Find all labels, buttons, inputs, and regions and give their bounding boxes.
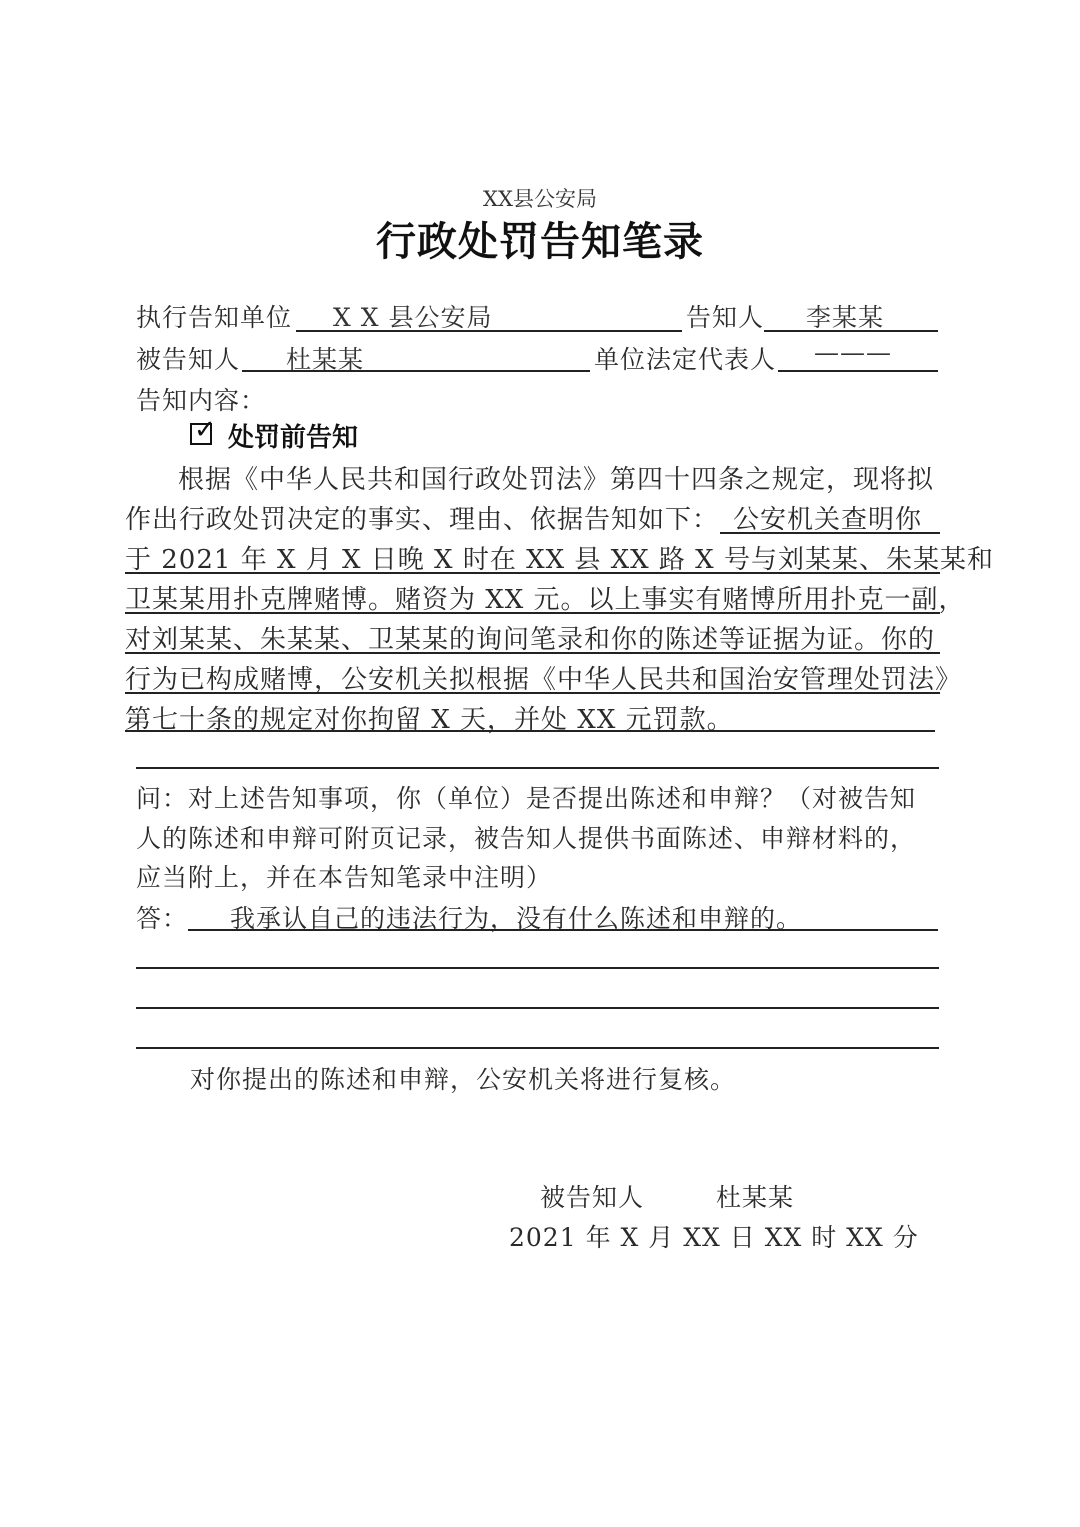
check-icon: ✓ (194, 415, 216, 445)
question-line-2: 人的陈述和申辩可附页记录，被告知人提供书面陈述、申辩材料的， (136, 824, 917, 853)
signature-label: 被告知人 (540, 1183, 645, 1212)
document-title: 行政处罚告知笔录 (376, 218, 704, 265)
fact-underline (125, 612, 940, 614)
answer-label: 答： (136, 904, 189, 933)
blank-answer-line (136, 967, 939, 969)
content-label: 告知内容： (136, 386, 267, 415)
signature-name: 杜某某 (716, 1183, 795, 1212)
fact-underline (720, 532, 940, 534)
fact-underline (125, 652, 940, 654)
section-heading: 处罚前告知 (228, 423, 359, 453)
agency-header: XX县公安局 (483, 187, 597, 211)
blank-answer-line (136, 1007, 939, 1009)
question-line-3: 应当附上，并在本告知笔录中注明） (136, 863, 553, 892)
notified-person-value: 杜某某 (286, 345, 365, 374)
notifier-label: 告知人 (686, 303, 765, 332)
legal-rep-value: ——— (814, 338, 892, 367)
notice-line-6: 行为已构成赌博，公安机关拟根据《中华人民共和国治安管理处罚法》 (125, 665, 963, 695)
fact-underline (125, 572, 940, 574)
blank-answer-line (136, 1047, 939, 1049)
notice-line-4: 卫某某用扑克牌赌博。赌资为 XX 元。以上事实有赌博所用扑克一副， (125, 585, 966, 615)
notice-line-5: 对刘某某、朱某某、卫某某的询问笔录和你的陈述等证据为证。你的 (125, 625, 936, 655)
legal-rep-label: 单位法定代表人 (594, 345, 777, 374)
fact-underline (125, 692, 940, 694)
notice-line-1: 根据《中华人民共和国行政处罚法》第四十四条之规定，现将拟 (178, 465, 935, 495)
pre-penalty-checkbox (190, 415, 216, 445)
notify-unit-label: 执行告知单位 (136, 303, 293, 332)
notify-unit-value: X X 县公安局 (333, 303, 493, 332)
separator-line (136, 767, 939, 769)
notice-line-7: 第七十条的规定对你拘留 X 天，并处 XX 元罚款。 (125, 705, 734, 735)
review-note: 对你提出的陈述和申辩，公安机关将进行复核。 (190, 1065, 737, 1094)
notice-line-3: 于 2021 年 X 月 X 日晚 X 时在 XX 县 XX 路 X 号与刘某某、朱某某和 (125, 545, 994, 575)
question-line-1: 问：对上述告知事项，你（单位）是否提出陈述和申辩？（对被告知 (136, 784, 917, 813)
answer-value: 我承认自己的违法行为，没有什么陈述和申辩的。 (230, 904, 803, 933)
notifier-value: 李某某 (806, 303, 885, 332)
fact-underline (125, 730, 935, 732)
signature-datetime: 2021 年 X 月 XX 日 XX 时 XX 分 (509, 1223, 919, 1252)
notice-line-2: 作出行政处罚决定的事实、理由、依据告知如下： 公安机关查明你 (125, 505, 923, 535)
notified-person-label: 被告知人 (136, 345, 241, 374)
